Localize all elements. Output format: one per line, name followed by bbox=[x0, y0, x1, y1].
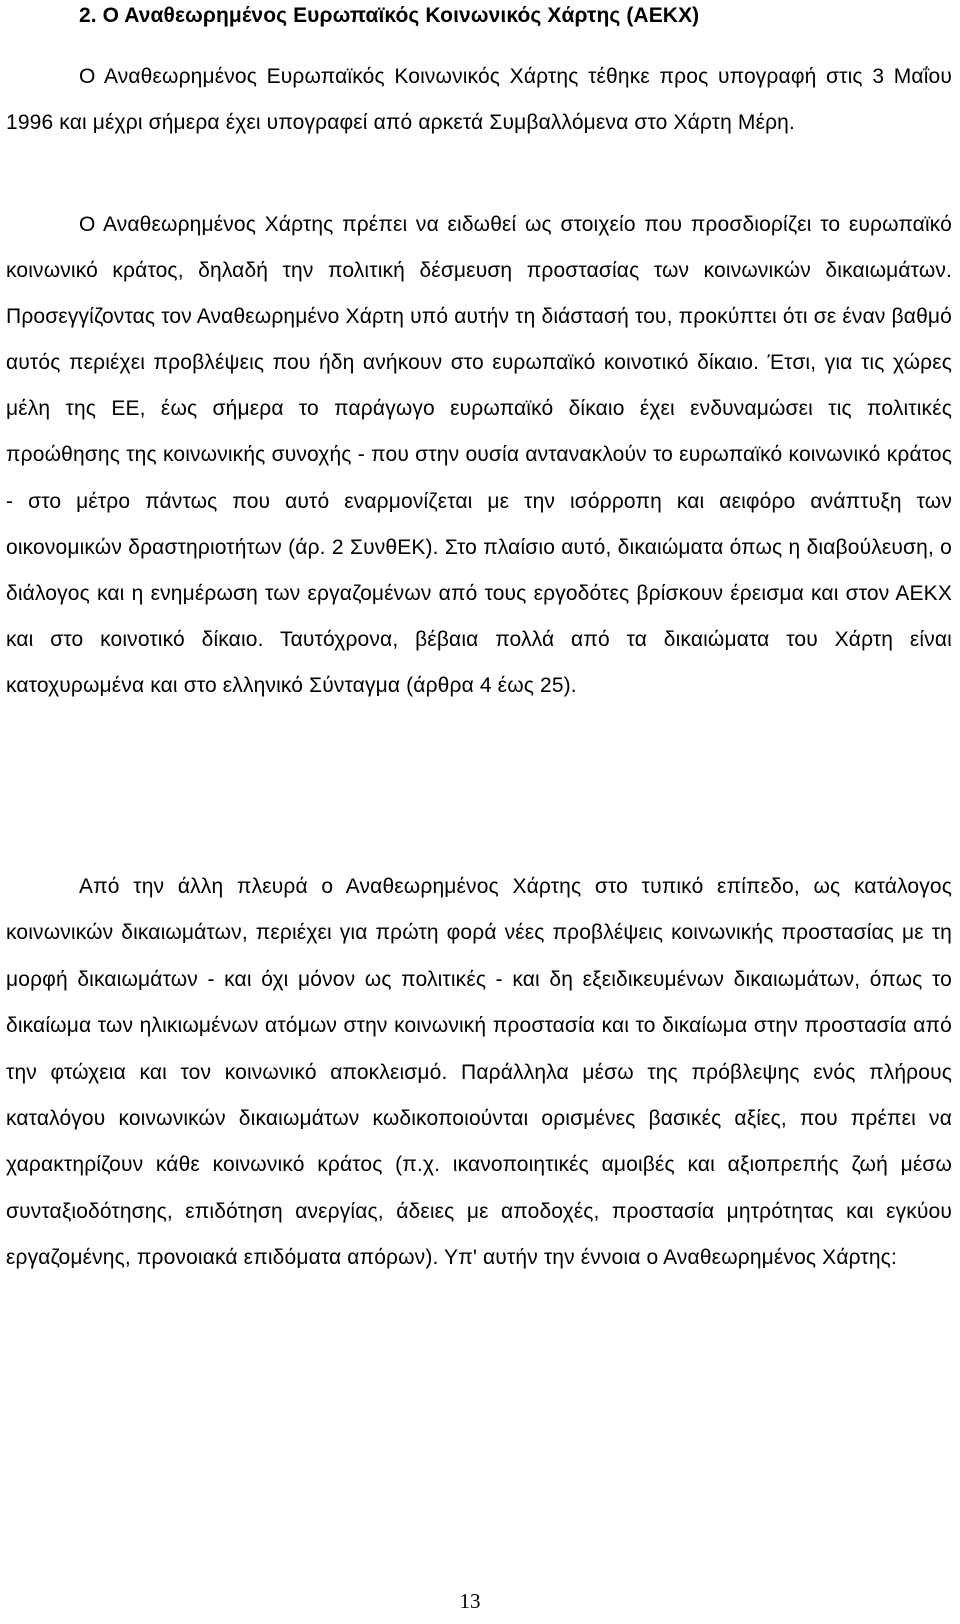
page-number: 13 bbox=[459, 1589, 481, 1613]
paragraph-signing: Ο Αναθεωρημένος Ευρωπαϊκός Κοινωνικός Χάρτης τέθηκε προς υπογραφή στις 3 Μαΐου 1996 και μέχρι σήμερα έχει υπογραφεί από αρκετά Συμβαλλόμενα στο Χάρτη Μέρη. bbox=[6, 65, 952, 135]
paragraph-social-rights-catalogue: Από την άλλη πλευρά ο Αναθεωρημένος Χάρτης στο τυπικό επίπεδο, ως κατάλογος κοινωνικών δικαιωμάτων, περιέχει για πρώτη φορά νέες προβλέψεις κοινωνικής προστασίας με τη μορφή δικαιωμάτων - και όχι μόνον ως πολιτικές - και δη εξειδικευμένων δικαιωμάτων, όπως το δικαίωμα των ηλικιωμένων ατόμων στην κοινωνική προστασία και το δικαίωμα στην προστασία από την φτώχεια και τον κοινωνικό αποκλεισμό. Παράλληλα μέσω της πρόβλεψης ενός πλήρους καταλόγου κοινωνικών δικαιωμάτων κωδικοποιούνται ορισμένες βασικές αξίες, που πρέπει να χαρακτηρίζουν κάθε κοινωνικό κράτος (π.χ. ικανοποιητικές αμοιβές και αξιοπρεπής ζωή μέσω συνταξιοδότησης, επιδότηση ανεργίας, άδειες με αποδοχές, προστασία μητρότητας και εγκύου εργαζομένης, προνοιακά επιδόματα απόρων). Υπ' αυτήν την έννοια ο Αναθεωρημένος Χάρτης: bbox=[6, 875, 952, 1270]
section-heading: 2. Ο Αναθεωρημένος Ευρωπαϊκός Κοινωνικός Χάρτης (ΑΕΚΧ) bbox=[79, 4, 700, 27]
paragraph-welfare-state: Ο Αναθεωρημένος Χάρτης πρέπει να ειδωθεί ως στοιχείο που προσδιορίζει το ευρωπαϊκό κοινωνικό κράτος, δηλαδή την πολιτική δέσμευση προστασίας των κοινωνικών δικαιωμάτων. Προσεγγίζοντας τον Αναθεωρημένο Χάρτη υπό αυτήν τη διάστασή του, προκύπτει ότι σε έναν βαθμό αυτός περιέχει προβλέψεις που ήδη ανήκουν στο ευρωπαϊκό κοινοτικό δίκαιο. Έτσι, για τις χώρες μέλη της ΕΕ, έως σήμερα το παράγωγο ευρωπαϊκό δίκαιο έχει ενδυναμώσει τις πολιτικές προώθησης της κοινωνικής συνοχής - που στην ουσία αντανακλούν το ευρωπαϊκό κοινωνικό κράτος - στο μέτρο πάντως που αυτό εναρμονίζεται με την ισόρροπη και αειφόρο ανάπτυξη των οικονομικών δραστηριοτήτων (άρ. 2 ΣυνθΕΚ). Στο πλαίσιο αυτό, δικαιώματα όπως η διαβούλευση, ο διάλογος και η ενημέρωση των εργαζομένων από τους εργοδότες βρίσκουν έρεισμα και στον ΑΕΚΧ και στο κοινοτικό δίκαιο. Ταυτόχρονα, βέβαια πολλά από τα δικαιώματα του Χάρτη είναι κατοχυρωμένα και στο ελληνικό Σύνταγμα (άρθρα 4 έως 25). bbox=[6, 213, 952, 697]
